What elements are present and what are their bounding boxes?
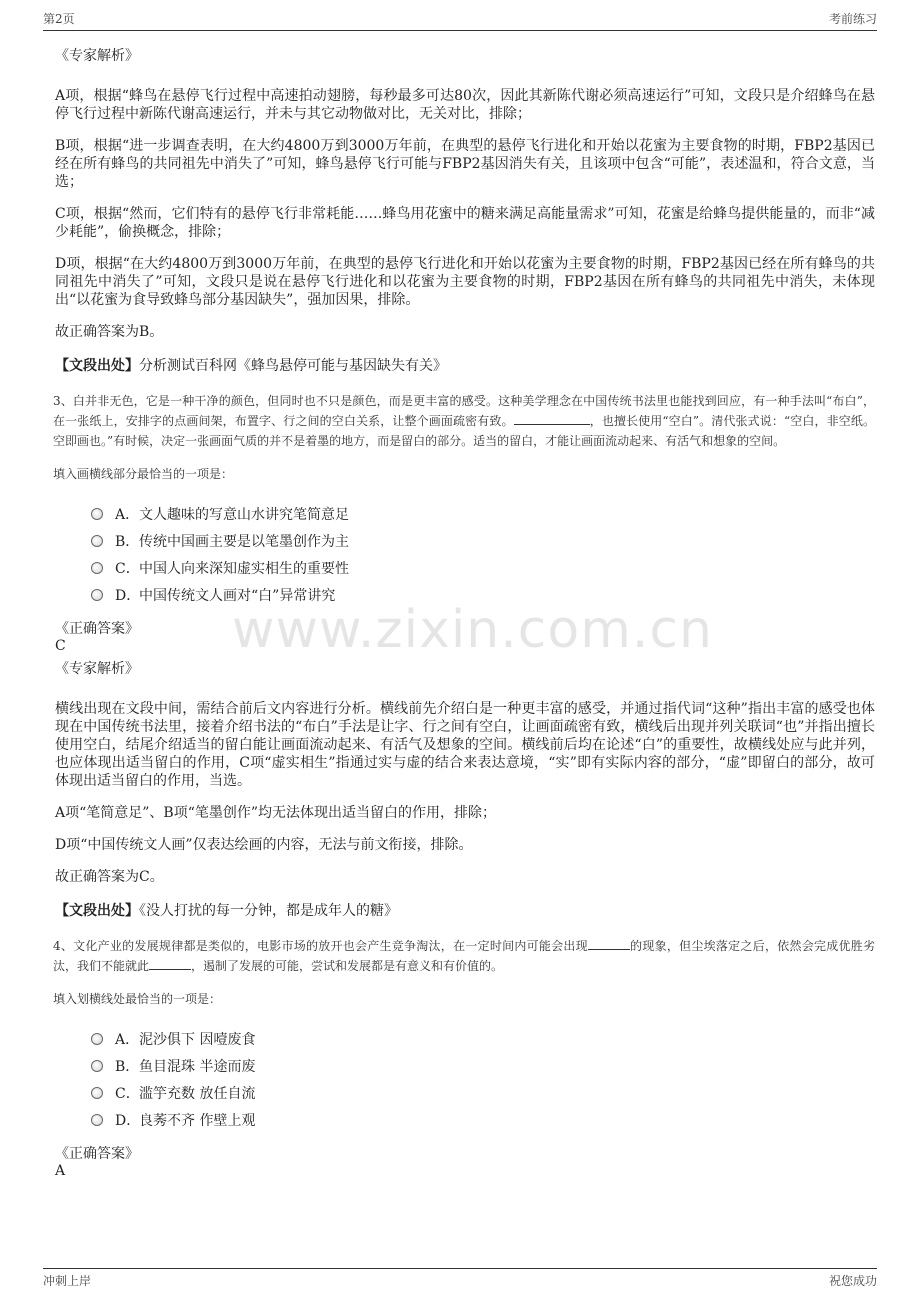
footer-right: 祝您成功 <box>828 1274 877 1288</box>
option-letter: B． <box>115 1058 140 1075</box>
radio-icon[interactable] <box>91 508 103 520</box>
source-text: 《没人打扰的每一分钟，都是成年人的糖》 <box>139 903 398 919</box>
radio-icon[interactable] <box>91 1114 103 1126</box>
question-4-stem <box>53 936 875 976</box>
answer-blank <box>149 969 191 970</box>
question-4-options <box>91 1025 875 1133</box>
radio-icon[interactable] <box>91 562 103 574</box>
radio-icon[interactable] <box>91 535 103 547</box>
option-text: 中国人向来深知虚实相生的重要性 <box>139 560 349 577</box>
option-d[interactable] <box>91 581 875 608</box>
option-letter: C． <box>115 1085 140 1102</box>
option-b[interactable] <box>91 1052 875 1079</box>
question-3-stem <box>53 391 875 451</box>
option-letter: B． <box>115 533 140 550</box>
page-content <box>55 45 875 1187</box>
watermark: www.zixin.com.cn <box>232 600 713 660</box>
option-text: 文人趣味的写意山水讲究笔简意足 <box>139 506 349 523</box>
option-text: 良莠不齐 作壁上观 <box>139 1112 256 1129</box>
source-label: 【文段出处】 <box>55 903 139 919</box>
answer-blank <box>514 424 590 425</box>
option-text: 中国传统文人画对“白”异常讲究 <box>139 587 336 604</box>
page-header <box>43 10 877 27</box>
footer-divider <box>43 1268 877 1269</box>
analysis-conclusion: 故正确答案为C。 <box>55 869 164 885</box>
option-c[interactable] <box>91 554 875 581</box>
question-text: ，遏制了发展的可能，尝试和发展都是有意义和有价值的。 <box>191 959 504 973</box>
option-text: 泥沙俱下 因噎废食 <box>139 1031 256 1048</box>
question-text: 的现象，但尘埃落定之后，依然会完成优胜劣汰，我们不能就此 <box>53 939 875 973</box>
option-a[interactable] <box>91 500 875 527</box>
correct-answer: C <box>55 638 66 654</box>
option-text: 鱼目混珠 半途而废 <box>139 1058 256 1075</box>
analysis-paragraph: A项“笔简意足”、B项“笔墨创作”均无法体现出适当留白的作用，排除； <box>55 805 497 821</box>
analysis-paragraph: A项，根据“蜂鸟在悬停飞行过程中高速拍动翅膀，每秒最多可达80次，因此其新陈代谢必须高速运行”可知，文段只是介绍蜂鸟在悬停飞行过程中新陈代谢高速运行，并未与其它动物做对比，无关对比，排除； <box>55 88 875 122</box>
page-number: 第2页 <box>43 12 75 26</box>
analysis-paragraph: C项，根据“然而，它们特有的悬停飞行非常耗能……蜂鸟用花蜜中的糖来满足高能量需求”可知，花蜜是给蜂鸟提供能量的，而非“减少耗能”，偷换概念，排除； <box>55 206 875 240</box>
option-c[interactable] <box>91 1079 875 1106</box>
question-text: 3、白并非无色，它是一种干净的颜色，但同时也不只是颜色，而是更丰富的感受。这种美学理念在中国传统书法里也能找到回应，有一种手法叫“布白”，在一张纸上，安排字的点画间架，布置字、行之间的空白关系，让整个画面疏密有致。 <box>53 394 875 428</box>
option-a[interactable] <box>91 1025 875 1052</box>
analysis-paragraph: D项，根据“在大约4800万到3000万年前，在典型的悬停飞行进化和开始以花蜜为主要食物的时期，FBP2基因已经在所有蜂鸟的共同祖先中消失了”可知，文段只是说在悬停飞行进化和以花蜜为主要食物的时期，FBP2基因在所有蜂鸟的共同祖先中消失，未体现出“以花蜜为食导致蜂鸟部分基因缺失”，强加因果，排除。 <box>55 256 875 308</box>
question-text: ，也擅长使用“空白”。清代张式说：“空白，非空纸。空即画也。”有时候，决定一张画面气质的并不是着墨的地方，而是留白的部分。适当的留白，才能让画面流动起来、有活气和想象的空间。 <box>53 414 875 448</box>
analysis-paragraph: D项“中国传统文人画”仅表达绘画的内容，无法与前文衔接，排除。 <box>55 837 473 853</box>
radio-icon[interactable] <box>91 1060 103 1072</box>
option-text: 传统中国画主要是以笔墨创作为主 <box>139 533 349 550</box>
option-letter: C． <box>115 560 140 577</box>
option-text: 滥竽充数 放任自流 <box>139 1085 256 1102</box>
footer-left: 冲刺上岸 <box>43 1274 92 1288</box>
radio-icon[interactable] <box>91 1087 103 1099</box>
option-d[interactable] <box>91 1106 875 1133</box>
correct-answer-label: 《正确答案》 <box>55 1146 139 1162</box>
expert-analysis-label: 《专家解析》 <box>55 661 139 677</box>
expert-analysis-label: 《专家解析》 <box>55 48 139 64</box>
correct-answer: A <box>55 1163 66 1179</box>
radio-icon[interactable] <box>91 589 103 601</box>
analysis-paragraph: 横线出现在文段中间，需结合前后文内容进行分析。横线前先介绍白是一种更丰富的感受，并通过指代词“这种”指出丰富的感受也体现在中国传统书法里，接着介绍书法的“布白”手法是让字、行之间有空白，让画面疏密有致，横线后出现并列关联词“也”并指出擅长使用空白，结尾介绍适当的留白能让画面流动起来、有活气及想象的空间。横线前后均在论述“白”的重要性，故横线处应与此并列，也应体现出适当留白的作用，C项“虚实相生”指通过实与虚的结合来表达意境，“实”即有实际内容的部分，“虚”即留白的部分，故可体现出适当留白的作用，当选。 <box>55 701 875 789</box>
question-prompt: 填入划横线处最恰当的一项是： <box>53 992 222 1006</box>
header-title: 考前练习 <box>828 12 877 26</box>
analysis-conclusion: 故正确答案为B。 <box>55 324 164 340</box>
page-footer <box>43 1272 877 1289</box>
radio-icon[interactable] <box>91 1033 103 1045</box>
option-letter: A． <box>115 1031 140 1048</box>
answer-blank <box>588 949 630 950</box>
correct-answer-label: 《正确答案》 <box>55 621 139 637</box>
source-citation <box>55 355 875 375</box>
option-b[interactable] <box>91 527 875 554</box>
option-letter: D． <box>115 587 141 604</box>
source-text: 分析测试百科网《蜂鸟悬停可能与基因缺失有关》 <box>139 358 447 374</box>
question-3-options <box>91 500 875 608</box>
question-text: 4、文化产业的发展规律都是类似的，电影市场的放开也会产生竞争淘汰，在一定时间内可能会出现 <box>53 939 588 953</box>
header-divider <box>43 30 877 31</box>
question-prompt: 填入画横线部分最恰当的一项是： <box>53 467 234 481</box>
option-letter: A． <box>115 506 140 523</box>
source-label: 【文段出处】 <box>55 358 139 374</box>
analysis-paragraph: B项，根据“进一步调查表明，在大约4800万到3000万年前，在典型的悬停飞行进化和开始以花蜜为主要食物的时期，FBP2基因已经在所有蜂鸟的共同祖先中消失了”可知，蜂鸟悬停飞行可能与FBP2基因消失有关，且该项中包含“可能”，表述温和，符合文意，当选； <box>55 138 875 190</box>
source-citation <box>55 900 875 920</box>
option-letter: D． <box>115 1112 141 1129</box>
